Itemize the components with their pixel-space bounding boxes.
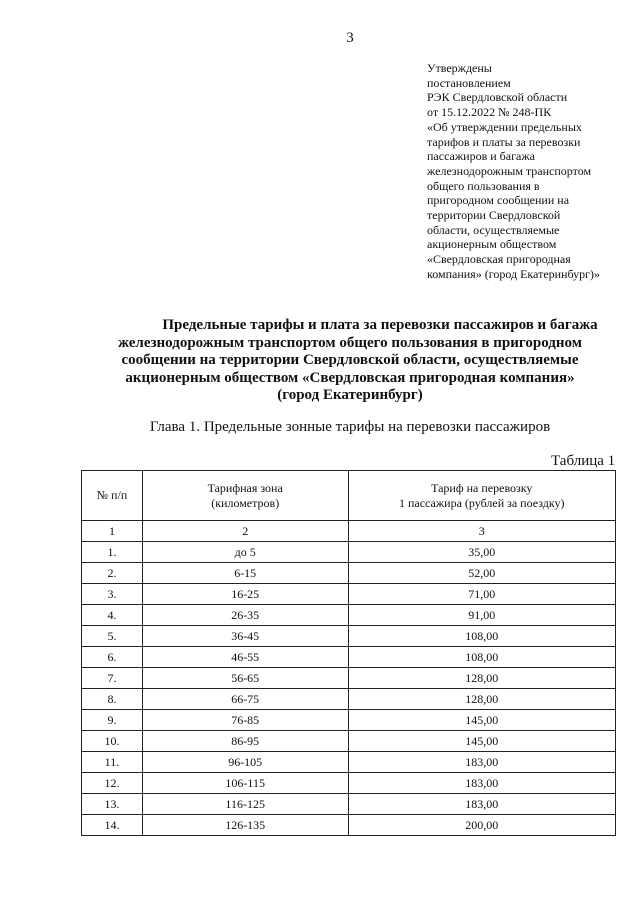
column-number: 2 bbox=[142, 521, 348, 542]
tariff-value: 128,00 bbox=[348, 668, 615, 689]
row-number: 11. bbox=[82, 752, 143, 773]
table-row bbox=[82, 542, 616, 563]
tariff-zone: 126-135 bbox=[142, 815, 348, 836]
approval-line: постановлением bbox=[427, 75, 511, 90]
approval-line: Утверждены bbox=[427, 61, 492, 75]
table-row bbox=[82, 647, 616, 668]
page-number: 3 bbox=[346, 30, 354, 46]
tariff-zone: 106-115 bbox=[142, 773, 348, 794]
tariff-value: 183,00 bbox=[348, 752, 615, 773]
header-tariff-line: 1 пассажира (рублей за поездку) bbox=[398, 495, 565, 510]
header-tariff bbox=[348, 471, 615, 521]
approval-line: тарифов и платы за перевозки bbox=[427, 134, 581, 149]
tariff-zone: до 5 bbox=[142, 542, 348, 563]
row-number: 10. bbox=[82, 731, 143, 752]
tariff-zone: 66-75 bbox=[142, 689, 348, 710]
tariff-zone: 36-45 bbox=[142, 626, 348, 647]
tariff-zone: 96-105 bbox=[142, 752, 348, 773]
approval-line: РЭК Свердловской области bbox=[427, 90, 568, 105]
row-number: 6. bbox=[82, 647, 143, 668]
row-number: 3. bbox=[82, 584, 143, 605]
title-line: железнодорожным транспортом общего пользования в пригородном bbox=[118, 334, 582, 351]
table-row bbox=[82, 668, 616, 689]
tariff-value: 183,00 bbox=[348, 773, 615, 794]
row-number: 12. bbox=[82, 773, 143, 794]
tariff-value: 145,00 bbox=[348, 731, 615, 752]
title-line: (город Екатеринбург) bbox=[277, 387, 423, 403]
chapter-heading: Глава 1. Предельные зонные тарифы на перевозки пассажиров bbox=[149, 419, 551, 435]
approval-line: «Свердловская пригородная bbox=[427, 252, 571, 267]
title-line: акционерным обществом «Свердловская пригородная компания» bbox=[125, 369, 575, 386]
row-number: 8. bbox=[82, 689, 143, 710]
tariff-value: 35,00 bbox=[348, 542, 615, 563]
row-number: 5. bbox=[82, 626, 143, 647]
title-line: Предельные тарифы и плата за перевозки пассажиров и багажа bbox=[162, 317, 598, 333]
row-number: 2. bbox=[82, 563, 143, 584]
table-row bbox=[82, 563, 616, 584]
row-number: 4. bbox=[82, 605, 143, 626]
table-row bbox=[82, 584, 616, 605]
header-zone bbox=[142, 471, 348, 521]
approval-line: территории Свердловской bbox=[427, 208, 561, 223]
tariff-zone: 46-55 bbox=[142, 647, 348, 668]
tariff-value: 108,00 bbox=[348, 647, 615, 668]
row-number: 9. bbox=[82, 710, 143, 731]
approval-line: «Об утверждении предельных bbox=[427, 119, 582, 134]
tariff-value: 145,00 bbox=[348, 710, 615, 731]
title-line: сообщении на территории Свердловской области, осуществляемые bbox=[121, 352, 579, 368]
table-row bbox=[82, 626, 616, 647]
tariff-zone: 86-95 bbox=[142, 731, 348, 752]
header-number: № п/п bbox=[82, 471, 143, 521]
table-row bbox=[82, 794, 616, 815]
column-number: 3 bbox=[348, 521, 615, 542]
approval-line: области, осуществляемые bbox=[427, 222, 560, 237]
tariff-table bbox=[81, 470, 616, 836]
header-zone-line: Тарифная зона bbox=[207, 480, 283, 495]
row-number: 1. bbox=[82, 542, 143, 563]
approval-line: пассажиров и багажа bbox=[427, 149, 535, 164]
tariff-value: 128,00 bbox=[348, 689, 615, 710]
approval-block bbox=[427, 61, 632, 282]
table-caption: Таблица 1 bbox=[551, 453, 616, 469]
document-title bbox=[70, 317, 630, 405]
header-tariff-line: Тариф на перевозку bbox=[431, 480, 533, 495]
tariff-value: 108,00 bbox=[348, 626, 615, 647]
column-number-row bbox=[82, 521, 616, 542]
tariff-zone: 16-25 bbox=[142, 584, 348, 605]
table-row bbox=[82, 773, 616, 794]
table-row bbox=[82, 605, 616, 626]
approval-line: железнодорожным транспортом bbox=[427, 163, 592, 178]
tariff-zone: 26-35 bbox=[142, 605, 348, 626]
approval-line: общего пользования в bbox=[427, 178, 540, 193]
approval-line: компания» (город Екатеринбург)» bbox=[427, 266, 601, 281]
tariff-zone: 6-15 bbox=[142, 563, 348, 584]
tariff-value: 183,00 bbox=[348, 794, 615, 815]
tariff-value: 52,00 bbox=[348, 563, 615, 584]
tariff-value: 71,00 bbox=[348, 584, 615, 605]
table-row bbox=[82, 731, 616, 752]
approval-line: пригородном сообщении на bbox=[427, 193, 570, 208]
tariff-value: 200,00 bbox=[348, 815, 615, 836]
column-number: 1 bbox=[82, 521, 143, 542]
table-row bbox=[82, 710, 616, 731]
table-row bbox=[82, 752, 616, 773]
row-number: 14. bbox=[82, 815, 143, 836]
row-number: 7. bbox=[82, 668, 143, 689]
table-row bbox=[82, 689, 616, 710]
approval-line: от 15.12.2022 № 248-ПК bbox=[427, 105, 552, 120]
row-number: 13. bbox=[82, 794, 143, 815]
header-zone-line: (километров) bbox=[211, 495, 280, 510]
tariff-zone: 116-125 bbox=[142, 794, 348, 815]
tariff-zone: 76-85 bbox=[142, 710, 348, 731]
tariff-zone: 56-65 bbox=[142, 668, 348, 689]
approval-line: акционерным обществом bbox=[427, 237, 557, 252]
table-header-row bbox=[82, 471, 616, 521]
tariff-value: 91,00 bbox=[348, 605, 615, 626]
table-row bbox=[82, 815, 616, 836]
